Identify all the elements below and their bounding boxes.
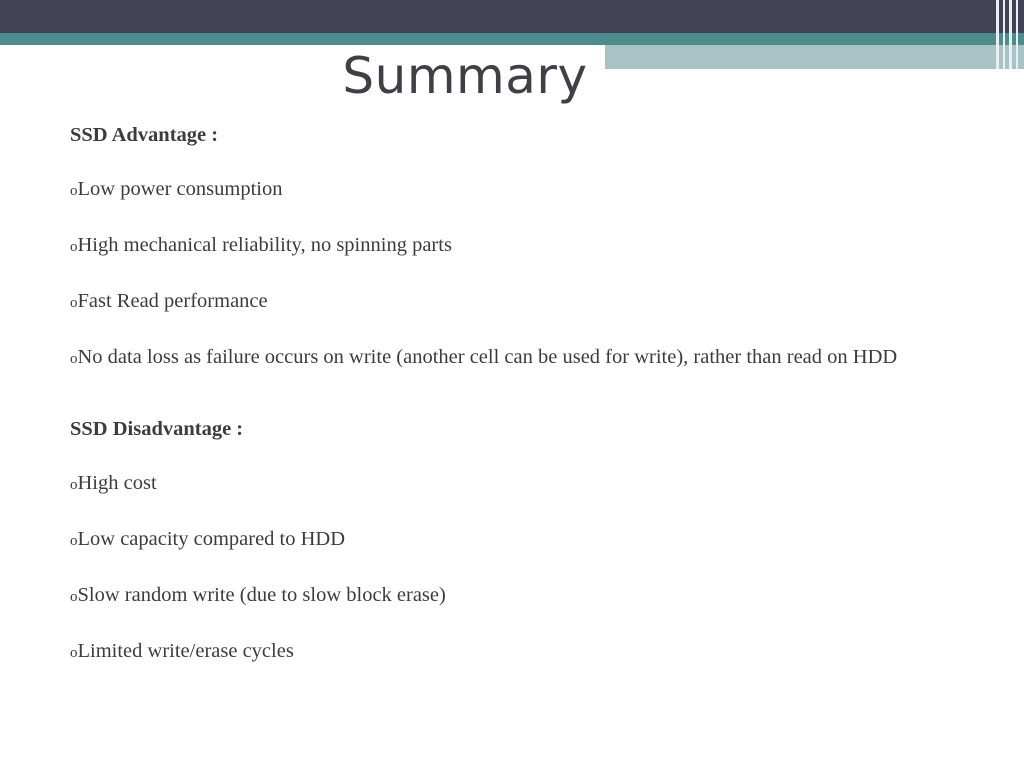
list-item: oSlow random write (due to slow block erase) <box>70 584 446 606</box>
advantages-section <box>70 122 910 373</box>
bullet-icon: o <box>70 589 78 605</box>
bullet-icon: o <box>70 533 78 549</box>
bullet-icon: o <box>70 351 78 367</box>
list-item: oHigh mechanical reliability, no spinning parts <box>70 234 452 256</box>
list-item: oLow capacity compared to HDD <box>70 528 346 550</box>
advantages-heading: SSD Advantage : <box>70 124 219 146</box>
header-decorative-stripes <box>993 0 1024 69</box>
bullet-icon: o <box>70 183 78 199</box>
page-title: Summary <box>342 47 588 105</box>
header-dark-band <box>0 0 1024 33</box>
bullet-icon: o <box>70 477 78 493</box>
bullet-icon: o <box>70 645 78 661</box>
list-item: oLimited write/erase cycles <box>70 640 294 662</box>
bullet-icon: o <box>70 239 78 255</box>
disadvantages-section <box>70 416 910 667</box>
bullet-icon: o <box>70 295 78 311</box>
list-item: oLow power consumption <box>70 178 283 200</box>
disadvantages-heading: SSD Disadvantage : <box>70 418 244 440</box>
list-item: oHigh cost <box>70 472 157 494</box>
list-item: oNo data loss as failure occurs on write (another cell can be used for write), rather than read on HDD <box>70 346 898 368</box>
list-item: oFast Read performance <box>70 290 268 312</box>
slide-content <box>70 122 910 694</box>
